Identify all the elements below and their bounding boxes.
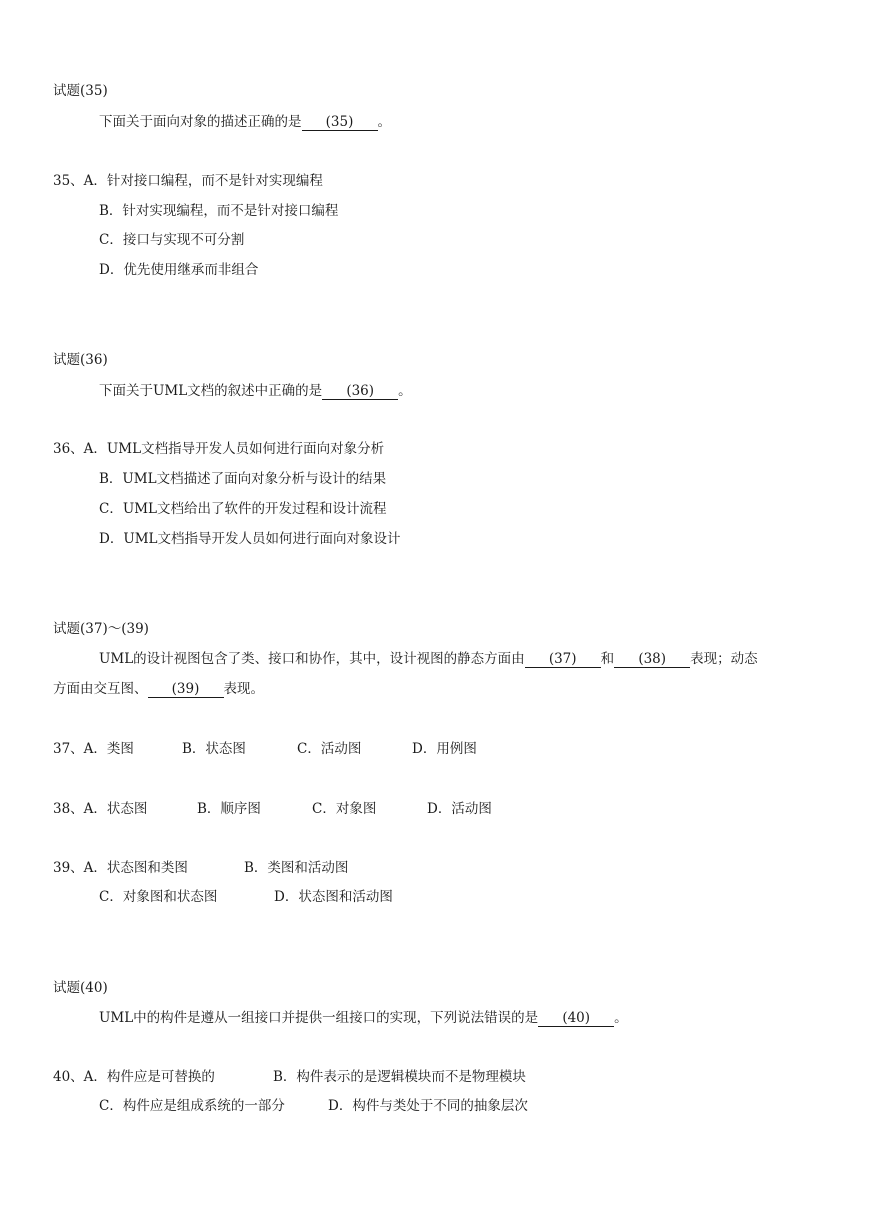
q37-39-stem-part2: 表现；动态 (690, 651, 758, 667)
q37-39-stem-line1 (99, 650, 758, 668)
q40-stem-end: 。 (614, 1010, 628, 1026)
q37-options (53, 740, 477, 758)
q40-options-row2 (99, 1097, 528, 1115)
q35-option-b: B．针对实现编程，而不是针对接口编程 (99, 203, 339, 219)
q37-39-stem-part4: 表现。 (223, 681, 264, 697)
q37-option-b: B．状态图 (182, 741, 246, 757)
q39-options-row2 (99, 888, 393, 906)
q40-blank: (40) (538, 1011, 614, 1027)
q36-blank: (36) (322, 384, 398, 400)
q40-option-a: 40、A．构件应是可替换的 (53, 1069, 215, 1085)
q35-blank: (35) (302, 115, 378, 131)
q35-heading: 试题(35) (53, 83, 108, 99)
q35-stem (99, 113, 391, 131)
q35-option-c: C．接口与实现不可分割 (99, 232, 245, 248)
q40-heading: 试题(40) (53, 980, 108, 996)
q40-option-c: C．构件应是组成系统的一部分 (99, 1098, 285, 1114)
q40-stem-text: UML中的构件是遵从一组接口并提供一组接口的实现，下列说法错误的是 (99, 1010, 539, 1026)
q40-stem (99, 1009, 628, 1027)
q37-39-stem-and: 和 (600, 651, 615, 667)
q36-option-a: 36、A．UML文档指导开发人员如何进行面向对象分析 (53, 441, 385, 457)
q39-option-c: C．对象图和状态图 (99, 889, 218, 905)
q39-option-d: D．状态图和活动图 (274, 889, 393, 905)
q39-option-a: 39、A．状态图和类图 (53, 860, 188, 876)
q36-heading: 试题(36) (53, 352, 108, 368)
q36-stem (99, 382, 412, 400)
q38-option-a: 38、A．状态图 (53, 801, 148, 817)
q35-stem-text: 下面关于面向对象的描述正确的是 (99, 114, 302, 130)
q36-stem-text: 下面关于UML文档的叙述中正确的是 (99, 383, 323, 399)
q38-option-c: C．对象图 (312, 801, 377, 817)
q40-option-b: B．构件表示的是逻辑模块而不是物理模块 (273, 1069, 526, 1085)
q37-blank: (37) (525, 652, 601, 668)
q37-39-stem-part1: UML的设计视图包含了类、接口和协作，其中，设计视图的静态方面由 (99, 651, 525, 667)
q39-options-row1 (53, 859, 348, 877)
q40-option-d: D．构件与类处于不同的抽象层次 (328, 1098, 528, 1114)
q37-39-stem-part3: 方面由交互图、 (53, 681, 148, 697)
q37-option-c: C．活动图 (297, 741, 362, 757)
q36-option-d: D．UML文档指导开发人员如何进行面向对象设计 (99, 531, 401, 547)
q36-option-b: B．UML文档描述了面向对象分析与设计的结果 (99, 471, 387, 487)
q37-39-stem-line2 (53, 680, 264, 698)
q35-option-d: D．优先使用继承而非组合 (99, 262, 259, 278)
q35-stem-end: 。 (377, 114, 391, 130)
q35-option-a: 35、A．针对接口编程，而不是针对实现编程 (53, 173, 323, 189)
q39-option-b: B．类图和活动图 (244, 860, 349, 876)
q37-option-d: D．用例图 (412, 741, 477, 757)
q37-option-a: 37、A．类图 (53, 741, 134, 757)
q38-options (53, 800, 492, 818)
q39-blank: (39) (148, 682, 224, 698)
q36-option-c: C．UML文档给出了软件的开发过程和设计流程 (99, 501, 387, 517)
q36-stem-end: 。 (398, 383, 412, 399)
q38-option-d: D．活动图 (427, 801, 492, 817)
q38-blank: (38) (614, 652, 690, 668)
q37-39-heading: 试题(37)～(39) (53, 621, 149, 637)
q40-options-row1 (53, 1068, 526, 1086)
q38-option-b: B．顺序图 (197, 801, 261, 817)
